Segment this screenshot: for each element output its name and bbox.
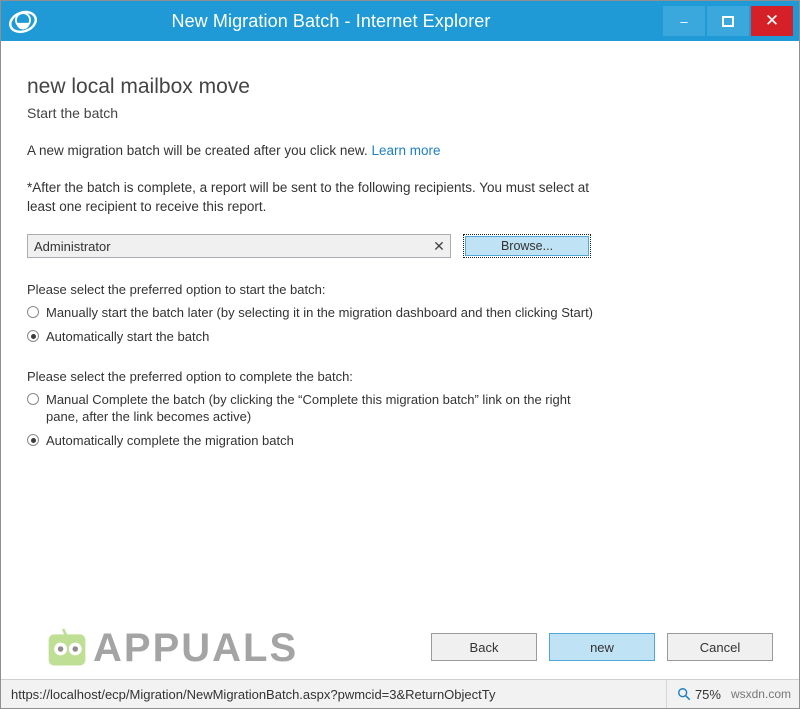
- radio-label[interactable]: Automatically start the batch: [46, 329, 210, 344]
- browse-button[interactable]: Browse...: [465, 236, 589, 256]
- page-content: [1, 41, 799, 679]
- recipient-input[interactable]: [27, 234, 451, 258]
- status-bar: [1, 679, 799, 708]
- back-button[interactable]: Back: [431, 633, 537, 661]
- radio-button[interactable]: [27, 393, 39, 405]
- browse-focus-ring: [463, 234, 591, 258]
- status-url: https://localhost/ecp/Migration/NewMigrationBatch.aspx?pwmcid=3&ReturnObjectTy: [11, 686, 496, 702]
- dialog-footer: [431, 633, 773, 661]
- radio-start-manual[interactable]: [27, 304, 773, 321]
- maximize-icon: [722, 16, 734, 27]
- intro-label: A new migration batch will be created after you click new.: [27, 143, 368, 158]
- page-title: new local mailbox move: [27, 75, 250, 98]
- radio-complete-automatic[interactable]: [27, 432, 773, 449]
- magnifier-icon: [677, 687, 691, 701]
- watermark: [45, 626, 298, 671]
- radio-start-automatic[interactable]: [27, 328, 773, 345]
- start-group-label: Please select the preferred option to start the batch:: [27, 282, 326, 297]
- new-button[interactable]: new: [549, 633, 655, 661]
- close-button[interactable]: ✕: [751, 6, 793, 36]
- zoom-level: 75%: [694, 686, 721, 702]
- cancel-button[interactable]: Cancel: [667, 633, 773, 661]
- window-title: New Migration Batch - Internet Explorer: [171, 10, 491, 31]
- radio-label[interactable]: Manual Complete the batch (by clicking the “Complete this migration batch” link on the right pane, after the link becomes active): [46, 392, 571, 424]
- recipient-row: [27, 234, 773, 258]
- recipient-value: Administrator: [34, 238, 111, 254]
- radio-button[interactable]: [27, 306, 39, 318]
- clear-icon[interactable]: ✕: [433, 237, 445, 254]
- minimize-button[interactable]: –: [663, 6, 705, 36]
- corner-watermark: wsxdn.com: [730, 687, 791, 701]
- report-note-text: *After the batch is complete, a report will be sent to the following recipients. You must select at least one recipient to receive this report.: [27, 180, 590, 214]
- complete-group-label: Please select the preferred option to complete the batch:: [27, 369, 353, 384]
- appuals-logo-icon: [45, 627, 89, 671]
- title-bar: [1, 1, 799, 41]
- maximize-button[interactable]: [707, 6, 749, 36]
- zoom-control[interactable]: [666, 680, 731, 708]
- radio-label[interactable]: Manually start the batch later (by selecting it in the migration dashboard and then clicking Start): [46, 305, 594, 320]
- radio-button[interactable]: [27, 434, 39, 446]
- learn-more-link[interactable]: Learn more: [371, 143, 441, 158]
- intro-text: [27, 143, 773, 158]
- radio-complete-manual[interactable]: [27, 391, 773, 425]
- page-subtitle: Start the batch: [27, 105, 119, 121]
- watermark-text: APPUALS: [93, 626, 299, 670]
- radio-button[interactable]: [27, 330, 39, 342]
- radio-label[interactable]: Automatically complete the migration batch: [46, 433, 294, 448]
